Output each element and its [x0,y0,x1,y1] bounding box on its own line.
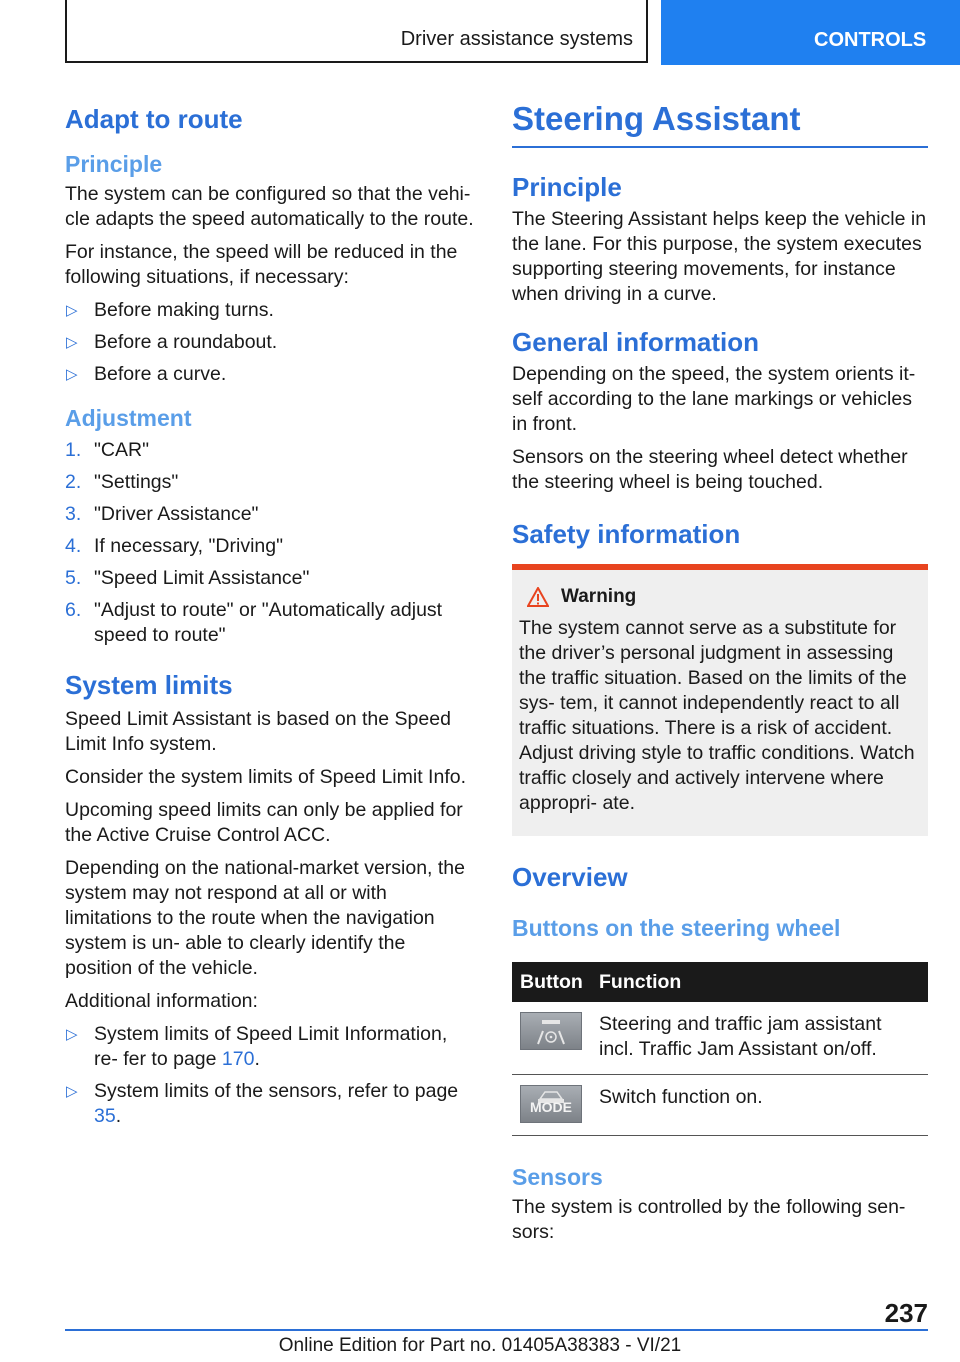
adapt-to-route-heading: Adapt to route [65,104,243,134]
left-column [65,100,475,1136]
buttons-heading: Buttons on the steering wheel [512,915,841,941]
buttons-table [512,962,928,1136]
list-item: 5. "Speed Limit Assistance" [65,567,310,589]
overview-heading: Overview [512,862,628,892]
table-cell: Switch function on. [591,1075,928,1136]
triangle-bullet-icon: ▷ [66,1026,78,1043]
limits-paragraph-5: Additional information: [65,990,258,1012]
list-item: ▷ Before making turns. [66,299,274,321]
list-item: 3. "Driver Assistance" [65,503,259,525]
limits-paragraph-3: Upcoming speed limits can only be applied for the Active Cruise Control ACC. [65,799,463,846]
list-item: ▷ Before a roundabout. [66,331,278,353]
limits-paragraph-2: Consider the system limits of Speed Limit Info. [65,766,466,788]
principle-paragraph-1: The system can be configured so that the vehi‐ cle adapts the speed automatically to the route. [65,183,474,230]
triangle-bullet-icon: ▷ [66,1083,78,1100]
header-section-title: Driver assistance systems [65,0,648,63]
triangle-bullet-icon: ▷ [66,334,78,351]
table-header-function: Function [591,962,928,1002]
footer-divider [65,1329,928,1331]
table-header-button: Button [512,962,591,1002]
list-item: 6. "Adjust to route" or "Automatically adjust speed to route" [65,599,443,646]
general-paragraph-2: Sensors on the steering wheel detect whether the steering wheel is being touched. [512,446,908,493]
steering-assistant-heading: Steering Assistant [512,100,928,148]
right-column [512,100,928,1253]
sensors-paragraph: The system is controlled by the following sen‐ sors: [512,1196,906,1243]
page-number: 237 [884,1298,928,1328]
safety-information-heading: Safety information [512,519,741,549]
page-170-link[interactable]: 170 [221,1048,255,1070]
warning-text: The system cannot serve as a substitute for the driver’s personal judgment in assessing the traffic situation. Based on the limits of the sys‐ tem, it cannot independently react to all traffic situations. There is a risk of accident. Adjust driving style to traffic conditions. Watch traffic closely and actively intervene where appropri‐ ate. [519,617,915,814]
table-cell [512,1075,591,1136]
principle-paragraph: The Steering Assistant helps keep the vehicle in the lane. For this purpose, the system executes supporting steering movements, for instance when driving in a curve. [512,208,927,305]
warning-box [512,564,928,836]
warning-title: Warning [519,586,922,608]
steering-lane-icon [521,1013,581,1049]
principle-heading: Principle [65,151,163,177]
list-item: 1. "CAR" [65,439,150,461]
system-limits-heading: System limits [65,670,233,700]
mode-button-label: MODE [530,1099,572,1115]
sensors-heading: Sensors [512,1164,603,1190]
list-item: ▷ System limits of the sensors, refer to page 35. [66,1080,459,1127]
footer-edition-text: Online Edition for Part no. 01405A38383 - VI/21 [278,1335,682,1356]
list-item: 4. If necessary, "Driving" [65,535,284,557]
table-row [512,1075,928,1136]
mode-button[interactable] [520,1085,582,1123]
table-row [512,1002,928,1075]
adjustment-heading: Adjustment [65,405,192,431]
principle-paragraph-2: For instance, the speed will be reduced in the following situations, if necessary: [65,241,458,288]
table-cell [512,1002,591,1075]
general-paragraph-1: Depending on the speed, the system orients it‐ self according to the lane markings or vehicles in front. [512,363,916,435]
limits-paragraph-1: Speed Limit Assistant is based on the Speed Limit Info system. [65,708,451,755]
triangle-bullet-icon: ▷ [66,366,78,383]
steering-assistant-button[interactable] [520,1012,582,1050]
list-item: ▷ System limits of Speed Limit Information, re‐ fer to page 170. [66,1023,448,1070]
principle-heading: Principle [512,172,622,202]
header-chapter-tab[interactable]: CONTROLS [661,0,960,65]
reference-list [65,1022,475,1129]
list-item: 2. "Settings" [65,471,179,493]
triangle-bullet-icon: ▷ [66,302,78,319]
page-35-link[interactable]: 35 [94,1105,116,1127]
general-information-heading: General information [512,327,760,357]
table-cell: Steering and traffic jam assistant incl. Traffic Jam Assistant on/off. [591,1002,928,1075]
warning-triangle-icon [527,587,549,607]
adjustment-steps [65,438,475,648]
list-item: ▷ Before a curve. [66,363,227,385]
limits-paragraph-4: Depending on the national-market version, the system may not respond at all or with limitations to the route when the navigation system is un‐ able to clearly identify the position of the vehicle. [65,857,465,979]
situation-list [65,298,475,387]
